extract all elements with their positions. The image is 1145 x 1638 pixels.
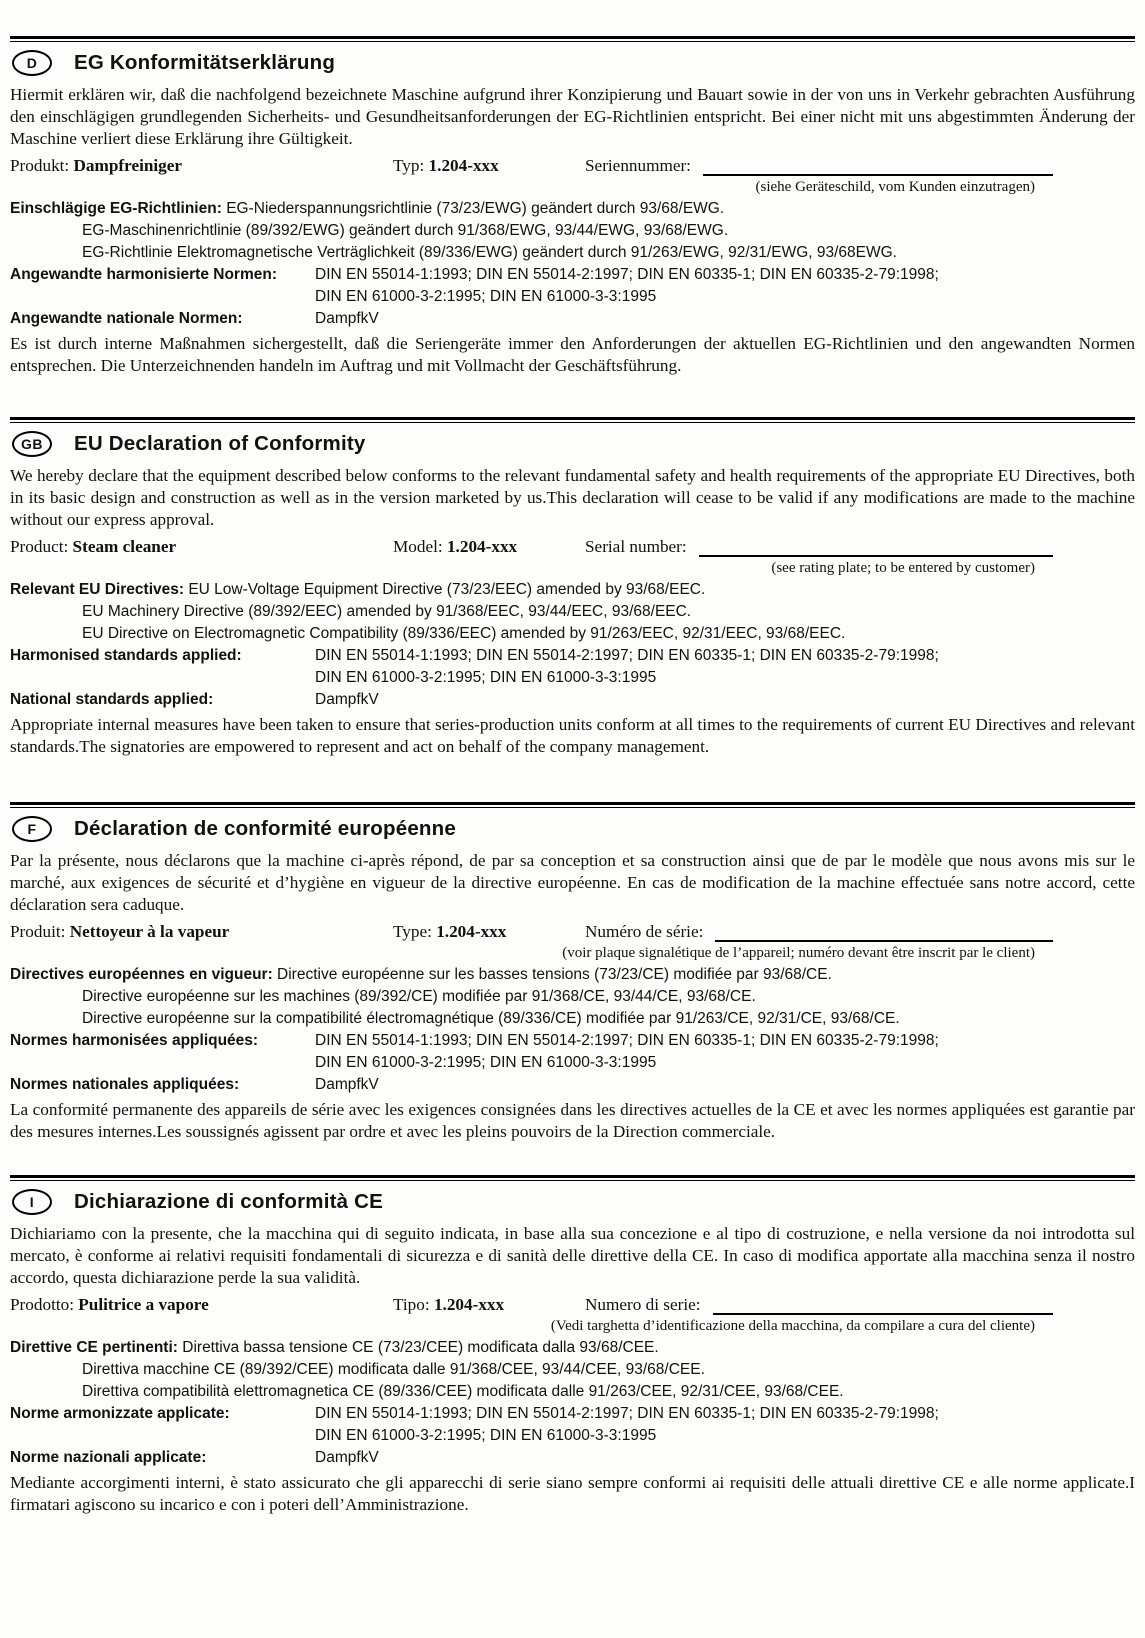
serial-note: (siehe Geräteschild, vom Kunden einzutragen) [755, 179, 1035, 195]
section-french [10, 802, 1135, 1175]
serial-number-blank-line [703, 158, 1053, 176]
section-german [10, 36, 1135, 417]
section-gap [10, 760, 1135, 802]
directives-label: Directives européennes en vigueur: [10, 966, 273, 983]
serial-note: (Vedi targhetta d’identificazione della macchina, da compilare a cura del cliente) [550, 1318, 1035, 1334]
closing-paragraph: Es ist durch interne Maßnahmen sichergestellt, daß die Seriengeräte immer den Anforderungen der aktuellen EG-Richtlinien und den angewandten Normen entsprechen. Die Unterzeichnenden handeln im Auftrag und mit Vollmacht der Geschäftsführung. [10, 334, 1135, 375]
closing-paragraph: Appropriate internal measures have been taken to ensure that series-production units conform at all times to the requirements of current EU Directives and relevant standards.The signatories are empowered to represent and act on behalf of the company management. [10, 715, 1135, 756]
product-field [10, 537, 393, 557]
section-divider [10, 417, 1135, 423]
type-label: Type: [393, 922, 432, 941]
directives-label: Relevant EU Directives: [10, 581, 185, 598]
country-badge-i-icon [12, 1189, 52, 1215]
closing-paragraph: Mediante accorgimenti interni, è stato assicurato che gli apparecchi di serie siano sempre conformi ai requisiti delle attuali direttive CE e alle norme applicate.I firmatari agiscono su incarico e con i poteri dell’Amministrazione. [10, 1473, 1135, 1514]
directives-label: Direttive CE pertinenti: [10, 1339, 178, 1356]
section-gap [10, 379, 1135, 417]
type-value: 1.204-xxx [428, 156, 499, 175]
directive-line: EU Directive on Electromagnetic Compatibility (89/336/EEC) amended by 91/263/EEC, 92/31/EEC, 93/68/EEC. [82, 625, 846, 642]
product-row [10, 152, 1135, 176]
type-field [393, 156, 585, 176]
national-standards-value: DampfkV [315, 691, 379, 708]
directive-text: EU Low-Voltage Equipment Directive (73/23/EEC) amended by 93/68/EEC. [188, 581, 706, 598]
directive-line [10, 1337, 1135, 1359]
standards-block [10, 1403, 1135, 1469]
harmonized-standards-line: DIN EN 61000-3-2:1995; DIN EN 61000-3-3:1995 [315, 669, 657, 686]
directive-text: EG-Niederspannungsrichtlinie (73/23/EWG) geändert durch 93/68/EWG. [226, 200, 725, 217]
harmonized-standards-label: Normes harmonisées appliquées: [10, 1032, 259, 1049]
harmonized-standards-label: Norme armonizzate applicate: [10, 1405, 230, 1422]
national-standards-label: Norme nazionali applicate: [10, 1449, 207, 1466]
harmonized-standards-label: Angewandte harmonisierte Normen: [10, 266, 277, 283]
serial-number-blank-line [715, 924, 1053, 942]
directive-line: Direttiva compatibilità elettromagnetica CE (89/336/CEE) modificata dalle 91/263/CEE, 92/31/CEE, 93/68/CEE. [82, 1383, 844, 1400]
directive-line: EU Machinery Directive (89/392/EEC) amended by 91/368/EEC, 93/44/EEC, 93/68/EEC. [82, 603, 692, 620]
serial-note: (voir plaque signalétique de l’appareil; numéro devant être inscrit par le client) [562, 945, 1035, 961]
directives-block [10, 579, 1135, 645]
type-label: Model: [393, 537, 443, 556]
product-row [10, 533, 1135, 557]
product-value: Nettoyeur à la vapeur [69, 922, 230, 941]
section-title: EU Declaration of Conformity [74, 432, 366, 455]
national-standards-label: National standards applied: [10, 691, 214, 708]
harmonized-standards-line: DIN EN 55014-1:1993; DIN EN 55014-2:1997; DIN EN 60335-1; DIN EN 60335-2-79:1998; [315, 647, 939, 664]
section-divider [10, 802, 1135, 808]
badge-letter: F [27, 821, 37, 837]
badge-letter: GB [21, 436, 43, 452]
directive-text: Directive européenne sur les basses tensions (73/23/CE) modifiée par 93/68/CE. [277, 966, 832, 983]
section-italian [10, 1175, 1135, 1516]
directives-label: Einschlägige EG-Richtlinien: [10, 200, 222, 217]
spacer-cell [10, 286, 315, 308]
intro-paragraph: Hiermit erklären wir, daß die nachfolgend bezeichnete Maschine aufgrund ihrer Konzipierung und Bauart sowie in der von uns in Verkehr gebrachten Ausführung den einschlägigen grundlegenden Sicherheits- und Gesundheitsanforderungen der EG-Richtlinien entspricht. Bei einer nicht mit uns abgestimmten Änderung der Maschine verliert diese Erklärung ihre Gültigkeit. [10, 85, 1135, 148]
national-standards-value: DampfkV [315, 1076, 379, 1093]
directives-block [10, 1337, 1135, 1403]
section-header [12, 429, 1135, 459]
standards-block [10, 264, 1135, 330]
product-field [10, 922, 393, 942]
serial-label: Seriennummer: [585, 156, 691, 175]
intro-paragraph: Par la présente, nous déclarons que la machine ci-après répond, de par sa conception et sa construction ainsi que de par le modèle que nous avons mis sur le marché, aux exigences de sécurité et d’hygiène en vigueur de la directive européenne. En cas de modification de la machine effectuée sans notre accord, cette déclaration sera caduque. [10, 851, 1135, 914]
directive-line: Directive européenne sur la compatibilité électromagnétique (89/336/CE) modifiée par 91/263/CE, 92/31/CE, 93/68/CE. [82, 1010, 900, 1027]
standards-block [10, 645, 1135, 711]
badge-letter: I [29, 1194, 35, 1210]
section-title: EG Konformitätserklärung [74, 51, 336, 74]
serial-note: (see rating plate; to be entered by customer) [771, 560, 1035, 576]
type-value: 1.204-xxx [436, 922, 507, 941]
directive-line: Directive européenne sur les machines (89/392/CE) modifiée par 91/368/CE, 93/44/CE, 93/68/CE. [82, 988, 756, 1005]
harmonized-standards-line: DIN EN 55014-1:1993; DIN EN 55014-2:1997; DIN EN 60335-1; DIN EN 60335-2-79:1998; [315, 1405, 939, 1422]
product-field [10, 156, 393, 176]
directives-block [10, 964, 1135, 1030]
intro-paragraph: Dichiariamo con la presente, che la macchina qui di seguito indicata, in base alla sua concezione e al tipo di costruzione, e nella versione da noi introdotta sul mercato, è conforme ai relativi requisiti fondamentali di sicurezza e di sanità delle direttive della CE. In caso di modifica apportate alla macchina senza il nostro accordo, questa dichiarazione perde la sua validità. [10, 1224, 1135, 1287]
product-label: Product: [10, 537, 69, 556]
type-value: 1.204-xxx [446, 537, 518, 556]
intro-paragraph: We hereby declare that the equipment described below conforms to the relevant fundamental safety and health requirements of the appropriate EU Directives, both in its basic design and construction as well as in the version marketed by us.This declaration will cease to be valid if any modifications are made to the machine without our express approval. [10, 466, 1135, 529]
product-row [10, 918, 1135, 942]
section-english [10, 417, 1135, 802]
type-field [393, 1295, 585, 1315]
product-value: Dampfreiniger [73, 156, 183, 175]
directive-line: EG-Richtlinie Elektromagnetische Verträglichkeit (89/336/EWG) geändert durch 91/263/EWG, 92/31/EWG, 93/68EWG. [82, 244, 897, 261]
country-badge-d-icon [12, 50, 52, 76]
badge-letter: D [26, 55, 38, 71]
country-badge-gb-icon [12, 431, 52, 457]
type-field [393, 922, 585, 942]
directives-block [10, 198, 1135, 264]
section-gap [10, 1145, 1135, 1175]
section-header [12, 48, 1135, 78]
directive-line: Direttiva macchine CE (89/392/CEE) modificata dalle 91/368/CEE, 93/44/CEE, 93/68/CEE. [82, 1361, 705, 1378]
product-field [10, 1295, 393, 1315]
closing-paragraph: La conformité permanente des appareils de série avec les exigences consignées dans les directives actuelles de la CE et avec les normes appliquées est garantie par des mesures internes.Les soussignés agissent par ordre et avec les pleins pouvoirs de la Direction commerciale. [10, 1100, 1135, 1141]
directive-line [10, 579, 1135, 601]
harmonized-standards-label: Harmonised standards applied: [10, 647, 242, 664]
product-label: Produit: [10, 922, 66, 941]
harmonized-standards-line: DIN EN 61000-3-2:1995; DIN EN 61000-3-3:1995 [315, 1054, 657, 1071]
spacer-cell [10, 1425, 315, 1447]
type-label: Tipo: [393, 1295, 430, 1314]
section-title: Déclaration de conformité européenne [74, 817, 456, 840]
section-divider [10, 1175, 1135, 1181]
product-label: Prodotto: [10, 1295, 74, 1314]
section-title: Dichiarazione di conformità CE [74, 1190, 383, 1213]
national-standards-label: Normes nationales appliquées: [10, 1076, 240, 1093]
national-standards-value: DampfkV [315, 1449, 379, 1466]
section-divider [10, 36, 1135, 42]
directive-text: Direttiva bassa tensione CE (73/23/CEE) modificata dalla 93/68/CEE. [182, 1339, 659, 1356]
product-value: Pulitrice a vapore [78, 1295, 209, 1314]
national-standards-label: Angewandte nationale Normen: [10, 310, 243, 327]
type-value: 1.204-xxx [433, 1295, 505, 1314]
product-value: Steam cleaner [72, 537, 177, 556]
section-header [12, 1187, 1135, 1217]
serial-label: Numero di serie: [585, 1295, 701, 1314]
serial-number-blank-line [699, 539, 1053, 557]
spacer-cell [10, 667, 315, 689]
harmonized-standards-line: DIN EN 55014-1:1993; DIN EN 55014-2:1997; DIN EN 60335-1; DIN EN 60335-2-79:1998; [315, 266, 939, 283]
harmonized-standards-line: DIN EN 61000-3-2:1995; DIN EN 61000-3-3:1995 [315, 288, 657, 305]
type-label: Typ: [393, 156, 425, 175]
serial-label: Numéro de série: [585, 922, 704, 941]
harmonized-standards-line: DIN EN 55014-1:1993; DIN EN 55014-2:1997; DIN EN 60335-1; DIN EN 60335-2-79:1998; [315, 1032, 939, 1049]
harmonized-standards-line: DIN EN 61000-3-2:1995; DIN EN 61000-3-3:1995 [315, 1427, 657, 1444]
country-badge-f-icon [12, 816, 52, 842]
national-standards-value: DampfkV [315, 310, 379, 327]
directive-line [10, 198, 1135, 220]
standards-block [10, 1030, 1135, 1096]
spacer-cell [10, 1052, 315, 1074]
product-label: Produkt: [10, 156, 70, 175]
section-header [12, 814, 1135, 844]
serial-number-blank-line [713, 1297, 1053, 1315]
serial-label: Serial number: [585, 537, 687, 556]
type-field [393, 537, 585, 557]
directive-line: EG-Maschinenrichtlinie (89/392/EWG) geändert durch 91/368/EWG, 93/44/EWG, 93/68/EWG. [82, 222, 729, 239]
product-row [10, 1291, 1135, 1315]
directive-line [10, 964, 1135, 986]
